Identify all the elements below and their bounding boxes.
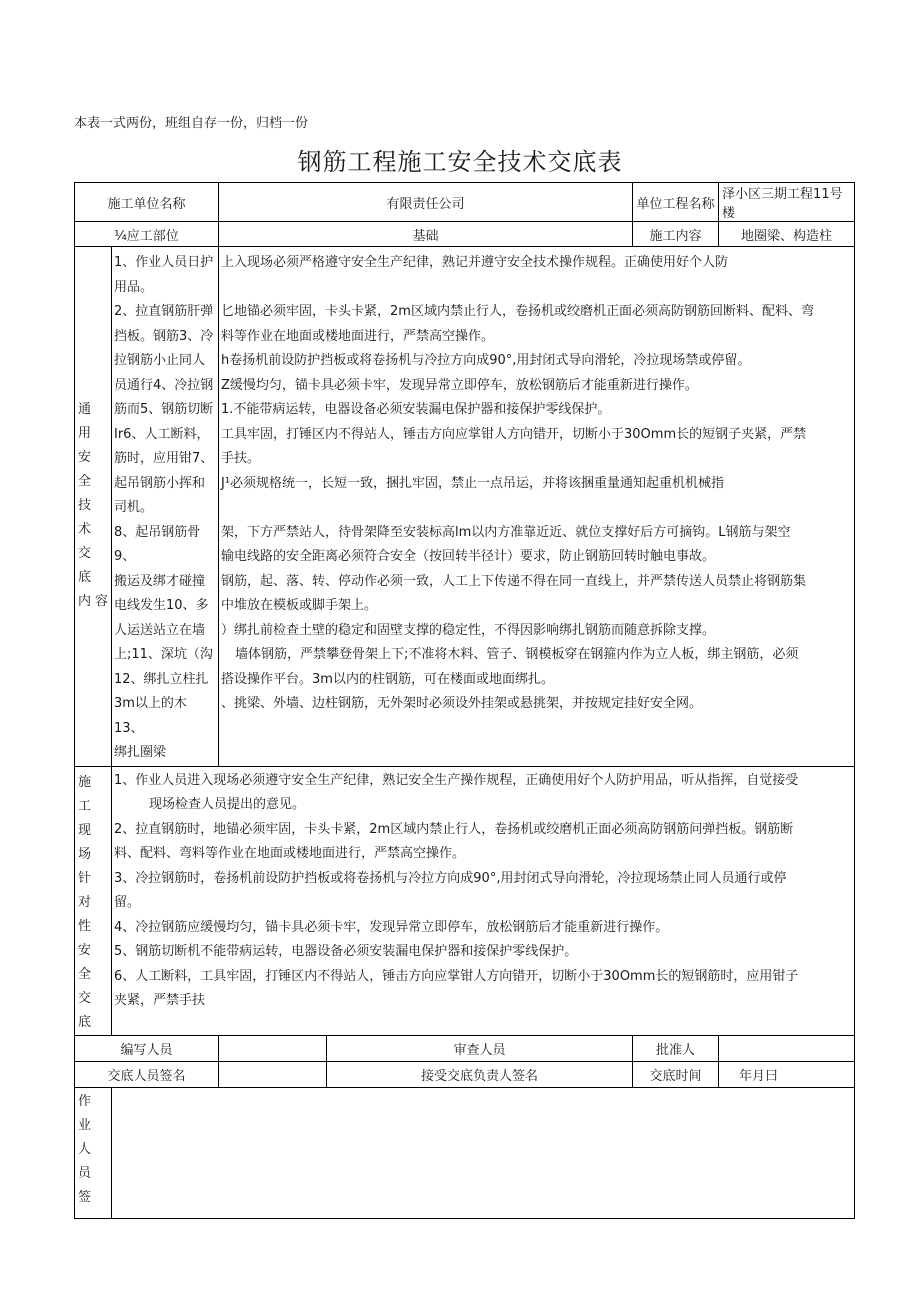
workers-label: 作 业 人 员 签 [75, 1087, 112, 1218]
info-row-2 [75, 222, 855, 247]
worker-signature-row [75, 1087, 855, 1218]
unit-label: 施工单位名称 [75, 183, 219, 222]
signoff-row-2 [75, 1061, 855, 1087]
unit-value: 有限责任公司 [219, 183, 633, 222]
general-right-column: 上入现场必须严格遵守安全生产纪律，熟记并遵守安全技术操作规程。正确使用好个人防 匕地锚必须牢固，卡头卡紧，2m区域内禁止行人，卷扬机或绞磨机正面必须高防钢筋回断料、配料、弯 料等作业在地面或楼地面进行，严禁高空操作。 h卷扬机前设防护挡板或将卷扬机与冷拉方向成90°,用封闭式导向滑轮，冷拉现场禁或停留。 Z缓慢均匀，锚卡具必须卡牢，发现异常立即停车，放松钢筋后才能重新进行操作。 1.不能带病运转，电器设备必须安装漏电保护器和接保护零线保护。 工具牢固，打锤区内不得站人，锤击方向应掌钳人方向错开，切断小于30Omm长的短钢子夹紧，严禁 手扶。 J¹必须规格统一，长短一致，捆扎牢固，禁止一点吊运，并将该捆重量通知起重机机械指 架，下方严禁站人，待骨架降至安装标高lm以内方准靠近近、就位支撑好后方可摘钩。L钢筋与架空 输电线路的安全距离必须符合安全（按回转半径计）要求，防止钢筋回转时触电事故。 钢筋，起、落、转、停动作必须一致，人工上下传递不得在同一直线上，并严禁传送人员禁止将钢筋集 中堆放在模板或脚手架上。 ）绑扎前检查土壁的稳定和固壁支撑的稳定性，不得因影响绑扎钢筋而随意拆除支撑。 墙体钢筋，严禁攀登骨架上下;不准将木料、管子、钢模板穿在钢箍内作为立人板，绑主钢筋，必须 搭设操作平台。3m以内的柱钢筋，可在楼面或地面绑扎。 、挑梁、外墙、边柱钢筋，无外架时必须设外挂架或悬挑架，并按规定挂好安全网。 [219, 247, 855, 767]
project-label: 单位工程名称 [633, 183, 719, 222]
page-title: 钢筋工程施工安全技术交底表 [297, 148, 623, 176]
time-label: 交底时间 [633, 1061, 719, 1087]
site-label: 施 工 现 场 针 对 性 安 全 交 底 [75, 766, 112, 1035]
project-value: 泽小区三期工程11号楼 [719, 183, 855, 222]
discloser-field[interactable] [219, 1061, 327, 1087]
workers-signature-area[interactable] [112, 1087, 855, 1218]
safety-disclosure-table [74, 182, 855, 1219]
content-value: 地圈梁、构造柱 [719, 222, 855, 247]
header-note: 本表一式两份，班组自存一份，归档一份 [74, 116, 309, 131]
general-safety-row [75, 247, 855, 767]
site-safety-row [75, 766, 855, 1035]
receiver-label: 接受交底负责人签名 [327, 1061, 633, 1087]
general-label: 通 用 安 全 技 术 交 底 内容 [75, 247, 112, 767]
approver-label: 批准人 [633, 1035, 719, 1061]
content-label: 施工内容 [633, 222, 719, 247]
site-content: 1、作业人员进入现场必须遵守安全生产纪律，熟记安全生产操作规程，正确使用好个人防护用品，听从指挥，自觉接受 现场检查人员提出的意见。 2、拉直钢筋时，地锚必须牢固，卡头卡紧，2m区域内禁止行人，卷扬机或绞磨机正面必须高防钢筋问弹挡板。钢筋断 料、配料、弯料等作业在地面或楼地面进行，严禁高空操作。 3、冷拉钢筋时，卷扬机前设防护挡板或将卷扬机与冷拉方向成90°,用封闭式导向滑轮，冷拉现场禁止同人员通行或停 留。 4、冷拉钢筋应缓慢均匀，锚卡具必须卡牢，发现异常立即停车，放松钢筋后才能重新进行操作。 5、钢筋切断机不能带病运转，电器设备必须安装漏电保护器和接保护零线保护。 6、人工断料，工具牢固，打锤区内不得站人，锤击方向应掌钳人方向错开，切断小于30Omm长的短钢筋时，应用钳子 夹紧，严禁手扶 [112, 766, 855, 1035]
writer-field[interactable] [219, 1035, 327, 1061]
approver-field[interactable] [719, 1035, 855, 1061]
signoff-row-1 [75, 1035, 855, 1061]
discloser-label: 交底人员签名 [75, 1061, 219, 1087]
part-label: ¼应工部位 [75, 222, 219, 247]
reviewer-label: 审查人员 [327, 1035, 633, 1061]
general-left-column: 1、作业人员日护 用品。 2、拉直钢筋肝弹 挡板。钢筋3、冷 拉钢筋小止同人 员通行4、冷拉钢 筋而5、钢筋切断 Ir6、人工断料， 筋时，应用钳7、 起吊钢筋小挥和 司机。 8、起吊钢筋骨9、 搬运及绑才碰撞 电线发生10、多 人运送站立在墙 上;11、深坑（沟 12、绑扎立柱扎 3m以上的木13、 绑扎圈梁 [112, 247, 219, 767]
date-value: 年月曰 [719, 1061, 855, 1087]
info-row-1 [75, 183, 855, 222]
part-value: 基础 [219, 222, 633, 247]
writer-label: 编写人员 [75, 1035, 219, 1061]
